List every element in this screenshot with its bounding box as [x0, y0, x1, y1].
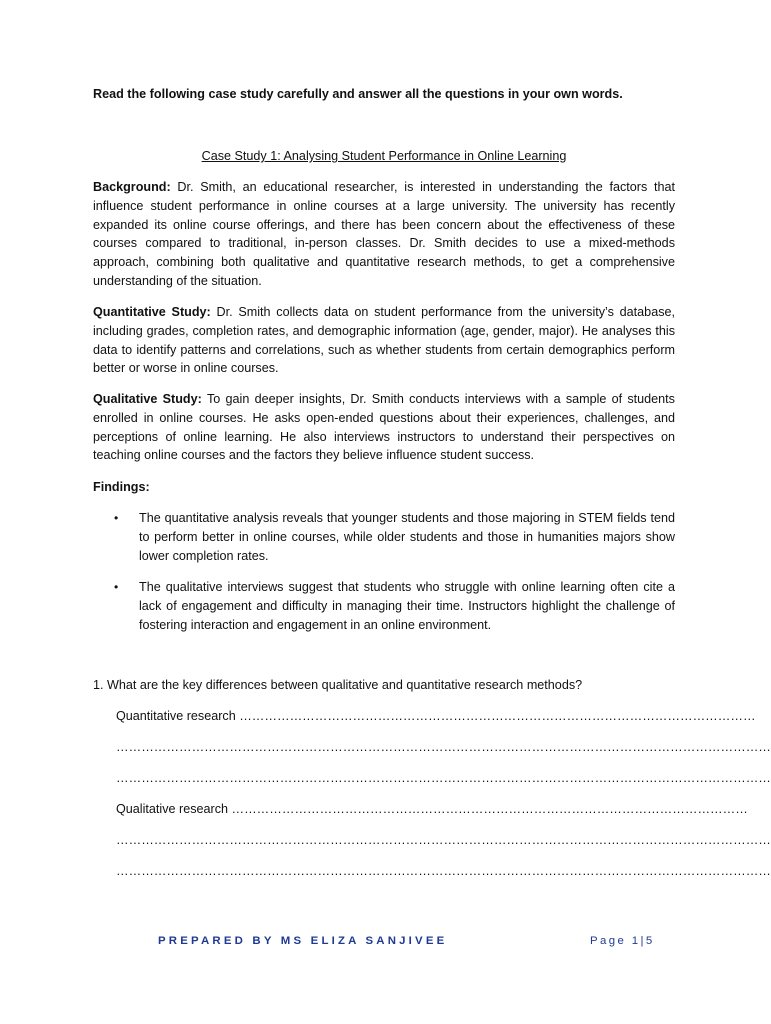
bullet-icon: •: [114, 511, 119, 525]
qualitative-study-label: Qualitative Study:: [93, 392, 208, 406]
footer-page-number: Page 1|5: [590, 935, 655, 947]
answer-blank-line[interactable]: …………………………………………………………………………………………………………………………………………: [116, 833, 771, 847]
quantitative-study-text: Dr. Smith collects data on student performance from the university’s database, including grades, completion rates, and demographic information (age, gender, major). He analyses this data to identify patterns and correlations, such as whether students from certain demographics perform better or worse in online courses.: [93, 305, 675, 376]
answer-blank-line[interactable]: …………………………………………………………………………………………………………………………………………: [116, 864, 771, 878]
question-1: 1. What are the key differences between qualitative and quantitative research methods?: [93, 678, 583, 692]
background-label: Background:: [93, 180, 178, 194]
instruction-text: Read the following case study carefully and answer all the questions in your own words.: [93, 87, 623, 101]
finding-item: The qualitative interviews suggest that students who struggle with online learning often cite a lack of engagement and difficulty in managing their time. Instructors highlight the challenge of fostering interaction and engagement in an online environment.: [139, 580, 675, 632]
answer-blank-line[interactable]: …………………………………………………………………………………………………………………………………………: [116, 771, 771, 785]
bullet-icon: •: [114, 580, 119, 594]
findings-heading: Findings:: [93, 480, 150, 494]
qualitative-study-text: To gain deeper insights, Dr. Smith conducts interviews with a sample of students enrolled in online courses. He asks open-ended questions about their experiences, challenges, and perceptions of online learning. He also interviews instructors to understand their perspectives on teaching online courses and the factors they believe influence student success.: [93, 392, 675, 463]
footer-prepared-by: PREPARED BY MS ELIZA SANJIVEE: [158, 935, 448, 947]
background-text: Dr. Smith, an educational researcher, is interested in understanding the factors that influence student performance in online courses at a large university. The university has recently expanded its online course offerings, and there has been concern about the effectiveness of these courses compared to traditional, in-person classes. Dr. Smith decides to use a mixed-methods approach, combining both qualitative and quantitative research methods, to get a comprehensive understanding of the situation.: [93, 180, 675, 288]
case-study-title: Case Study 1: Analysing Student Performance in Online Learning: [201, 149, 567, 163]
qualitative-answer-line[interactable]: Qualitative research ……………………………………………………………………………………………………………: [116, 802, 748, 816]
background-paragraph: [93, 178, 675, 291]
quantitative-study-label: Quantitative Study:: [93, 305, 217, 319]
finding-item: The quantitative analysis reveals that younger students and those majoring in STEM fields tend to perform better in online courses, while older students and those in humanities majors show lower completion rates.: [139, 511, 675, 563]
answer-blank-line[interactable]: …………………………………………………………………………………………………………………………………………: [116, 740, 771, 754]
quantitative-study-paragraph: [93, 303, 675, 378]
qualitative-study-paragraph: [93, 390, 675, 465]
quantitative-answer-line[interactable]: Quantitative research ……………………………………………………………………………………………………………: [116, 709, 756, 723]
